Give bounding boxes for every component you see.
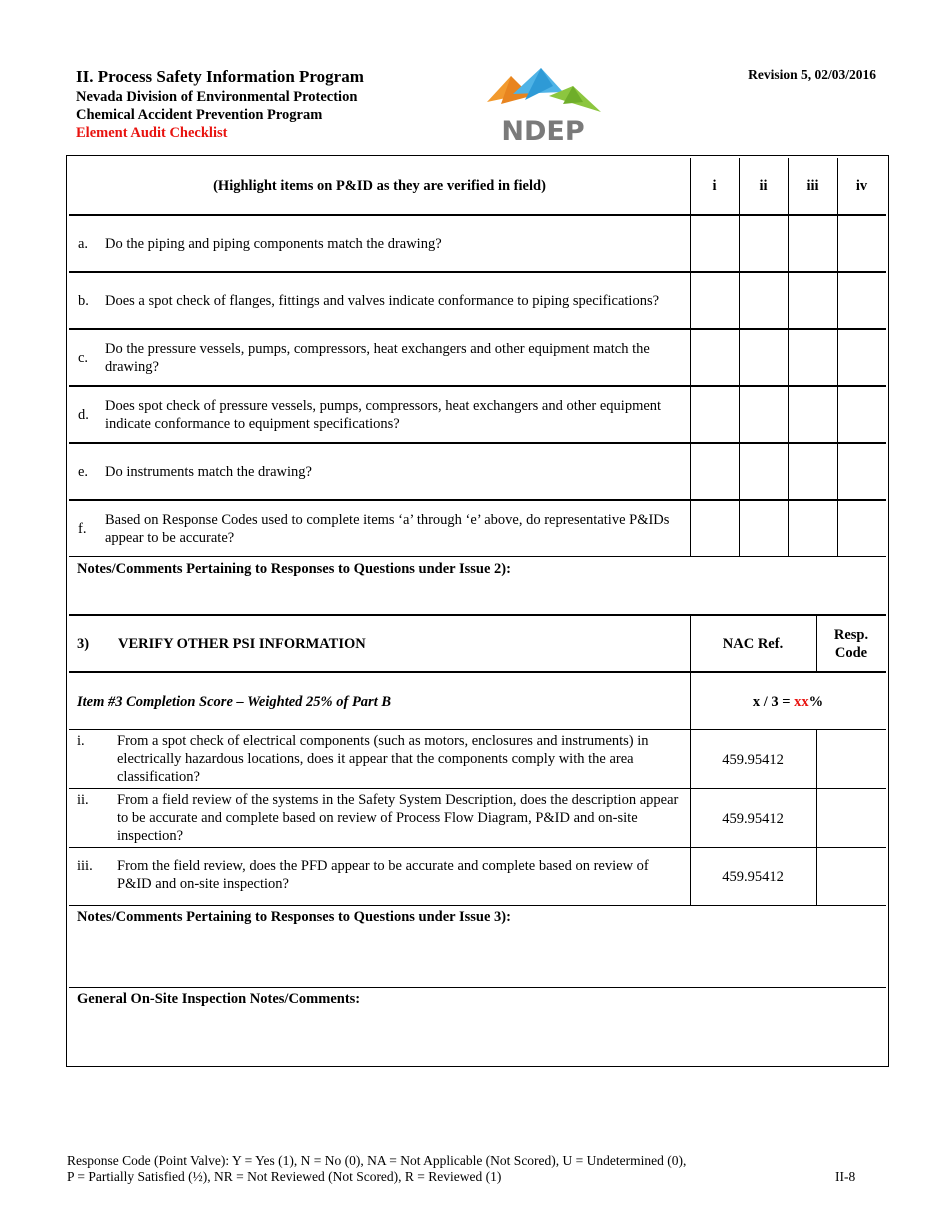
- completion-score-label: Item #3 Completion Score – Weighted 25% of Part B: [77, 694, 392, 710]
- question-letter: a.: [78, 235, 89, 252]
- response-cell-a-iv[interactable]: [837, 215, 886, 272]
- document-type: Element Audit Checklist: [76, 125, 228, 141]
- psi-item-resp-code-i[interactable]: [816, 731, 886, 789]
- column-divider: [816, 730, 817, 906]
- question-text: Do the pressure vessels, pumps, compressors, heat exchangers and other equipment match the drawing?: [105, 340, 650, 375]
- psi-item-number: iii.: [77, 858, 93, 874]
- resp-code-header-line1: Resp.: [833, 627, 869, 643]
- table-divider: [69, 214, 886, 216]
- table-divider: [69, 987, 886, 988]
- table-divider: [69, 671, 886, 673]
- question-text: Based on Response Codes used to complete items ‘a’ through ‘e’ above, do representative P&IDs appear to be accurate?: [105, 511, 670, 546]
- section3-title: VERIFY OTHER PSI INFORMATION: [118, 636, 366, 652]
- psi-item-nac-ref: 459.95412: [722, 869, 784, 885]
- table-divider: [69, 788, 886, 789]
- completion-score-value: [690, 674, 886, 730]
- resp-code-header-line2: Code: [834, 645, 868, 661]
- program-name: Chemical Accident Prevention Program: [76, 107, 323, 123]
- psi-item-nac-ref: 459.95412: [722, 752, 784, 768]
- section3-number: 3): [77, 636, 90, 652]
- response-cell-a-ii[interactable]: [739, 215, 788, 272]
- revision-label: Revision 5, 02/03/2016: [748, 67, 876, 82]
- issue3-notes-label: Notes/Comments Pertaining to Responses to Questions under Issue 3):: [77, 909, 511, 925]
- table-divider: [69, 847, 886, 848]
- column-divider: [690, 158, 691, 557]
- question-letter: c.: [78, 349, 89, 366]
- resp-code-header: [816, 616, 886, 672]
- ndep-logo: [485, 66, 603, 144]
- psi-item-text: From a field review of the systems in the Safety System Description, does the description appear to be accurate and complete based on review of Process Flow Diagram, P&ID and on-site inspection?: [117, 792, 679, 844]
- column-header-iii: iii: [806, 178, 819, 194]
- psi-item-row-ii: [69, 790, 690, 848]
- column-header-ii: ii: [759, 178, 768, 194]
- score-number[interactable]: xx: [794, 694, 809, 710]
- column-header-iv: iv: [855, 178, 868, 194]
- question-text: Does a spot check of flanges, fittings and valves indicate conformance to piping specifications?: [105, 292, 660, 309]
- table-divider: [69, 729, 886, 730]
- issue2-notes-label: Notes/Comments Pertaining to Responses to Questions under Issue 2):: [77, 561, 511, 577]
- question-text: Does spot check of pressure vessels, pumps, compressors, heat exchangers and other equipment indicate conformance to equipment specifications?: [105, 397, 662, 432]
- question-letter: b.: [78, 292, 89, 309]
- table-divider: [69, 271, 886, 273]
- question-text: Do instruments match the drawing?: [105, 463, 312, 480]
- question-row-e: [69, 443, 690, 500]
- logo-text: NDEP: [501, 116, 585, 144]
- table-divider: [69, 442, 886, 444]
- document-header: [76, 66, 364, 142]
- psi-item-text: From the field review, does the PFD appear to be accurate and complete based on review of P&ID and on-site inspection?: [117, 858, 649, 892]
- question-row-b: [69, 272, 690, 329]
- question-row-c: [69, 329, 690, 386]
- question-letter: d.: [78, 406, 89, 423]
- general-notes-label: General On-Site Inspection Notes/Comments:: [77, 991, 361, 1007]
- psi-item-nac-ref: 459.95412: [722, 811, 784, 827]
- table-divider: [69, 499, 886, 501]
- nac-ref-header: NAC Ref.: [722, 636, 784, 652]
- legend-line-1: Response Code (Point Valve): Y = Yes (1), N = No (0), NA = Not Applicable (Not Scored), U = Undetermined (0),: [67, 1153, 687, 1168]
- response-cell-a-i[interactable]: [690, 215, 739, 272]
- psi-item-row-iii: [69, 849, 690, 905]
- question-row-d: [69, 386, 690, 443]
- general-notes-field[interactable]: [69, 1010, 886, 1064]
- column-divider: [690, 615, 691, 906]
- response-code-legend: [67, 1153, 686, 1185]
- legend-line-2: P = Partially Satisfied (½), NR = Not Reviewed (Not Scored), R = Reviewed (1): [67, 1169, 502, 1184]
- psi-item-resp-code-ii[interactable]: [816, 790, 886, 848]
- audit-checklist-table: [66, 155, 889, 1067]
- table-divider: [69, 328, 886, 330]
- psi-item-number: ii.: [77, 792, 89, 808]
- column-divider: [816, 615, 817, 672]
- score-suffix: %: [808, 694, 824, 710]
- table-divider: [69, 614, 886, 616]
- section3-header: [69, 616, 690, 672]
- column-divider: [788, 158, 789, 557]
- section-title: II. Process Safety Information Program: [76, 67, 364, 86]
- psi-item-row-i: [69, 731, 690, 789]
- table-divider: [69, 905, 886, 906]
- question-text: Do the piping and piping components match the drawing?: [105, 235, 442, 252]
- page-number: II-8: [835, 1169, 856, 1184]
- agency-name: Nevada Division of Environmental Protection: [76, 89, 358, 105]
- question-letter: e.: [78, 463, 89, 480]
- instruction-header: (Highlight items on P&ID as they are verified in field): [213, 178, 546, 194]
- response-cell-a-iii[interactable]: [788, 215, 837, 272]
- column-header-i: i: [712, 178, 717, 194]
- issue3-notes-field[interactable]: [69, 928, 886, 986]
- table-divider: [69, 556, 886, 557]
- table-divider: [69, 385, 886, 387]
- column-divider: [739, 158, 740, 557]
- psi-item-text: From a spot check of electrical components (such as motors, enclosures and instruments) in electrically hazardous locations, does it appear that the components comply with the area classification?: [117, 733, 649, 785]
- question-row-f: [69, 500, 690, 557]
- question-letter: f.: [78, 520, 87, 537]
- score-prefix: x / 3 =: [752, 694, 795, 710]
- question-row-a: [69, 215, 690, 272]
- issue2-notes-field[interactable]: [69, 576, 886, 614]
- psi-item-number: i.: [77, 733, 85, 749]
- psi-item-resp-code-iii[interactable]: [816, 849, 886, 905]
- column-divider: [837, 158, 838, 557]
